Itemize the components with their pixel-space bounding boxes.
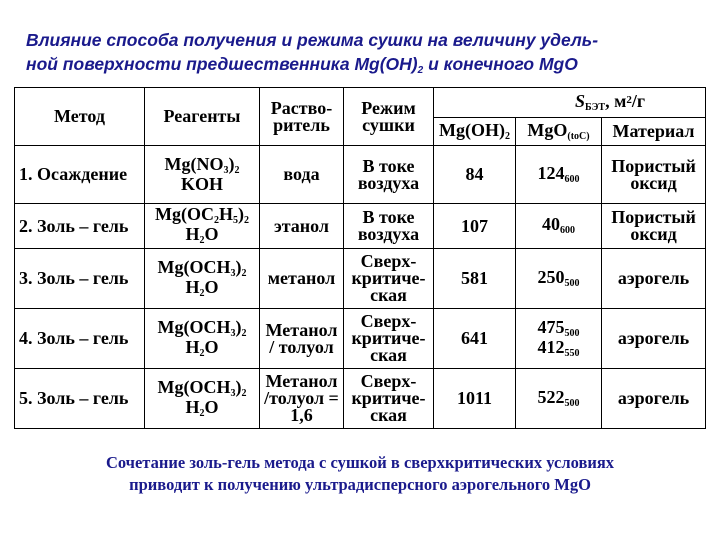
cell-mgoh2: 641	[434, 309, 516, 369]
table-row	[15, 204, 706, 249]
header-mode: Режим сушки	[344, 88, 434, 146]
cell-mode: Сверх-критиче-ская	[344, 309, 434, 369]
slide-title	[26, 28, 706, 80]
cell-mgoh2: 1011	[434, 369, 516, 429]
cell-mode: В токе воздуха	[344, 204, 434, 249]
cell-reagents: $Mg(OCH_3)_2$ $H_2O$	[145, 249, 260, 309]
header-method: Метод	[15, 88, 145, 146]
header-mgoh2: $Mg(OH)_2$	[434, 118, 516, 146]
cell-reagents: $Mg(OCH_3)_2$ $H_2O$	[145, 369, 260, 429]
cell-mgo: $40_{600}$	[516, 204, 602, 249]
cell-solvent: метанол	[260, 249, 344, 309]
table-row	[15, 309, 706, 369]
cell-mode: Сверх-критиче-ская	[344, 249, 434, 309]
cell-mgo: $475_{500}$ $412_{550}$	[516, 309, 602, 369]
cell-solvent: этанол	[260, 204, 344, 249]
conclusion-text	[20, 452, 700, 496]
table-row	[15, 146, 706, 204]
cell-material: аэрогель	[602, 309, 706, 369]
table-row	[15, 369, 706, 429]
header-mgo: MgO$_{(toC)}$	[516, 118, 602, 146]
header-reagents: Реагенты	[145, 88, 260, 146]
title-line-2: ной поверхности предшественника $Mg(OH)_2$ и конечного MgO	[26, 54, 578, 76]
cell-mgo: $522_{500}$	[516, 369, 602, 429]
conclusion-line-1: Сочетание золь-гель метода с сушкой в сверхкритических условиях	[105, 453, 615, 472]
cell-mode: В токе воздуха	[344, 146, 434, 204]
cell-mode: Сверх-критиче-ская	[344, 369, 434, 429]
surface-area-table	[14, 87, 706, 429]
cell-method: 5. Золь – гель	[15, 369, 145, 429]
cell-mgoh2: 84	[434, 146, 516, 204]
cell-reagents: $Mg(NO_3)_2$ KOH	[145, 146, 260, 204]
cell-material: аэрогель	[602, 249, 706, 309]
header-material: Материал	[602, 118, 706, 146]
cell-mgo: $124_{600}$	[516, 146, 602, 204]
header-solvent: Раство-ритель	[260, 88, 344, 146]
cell-method: 4. Золь – гель	[15, 309, 145, 369]
cell-reagents: $Mg(OCH_3)_2$ $H_2O$	[145, 309, 260, 369]
cell-solvent: Метанол / толуол	[260, 309, 344, 369]
table-row	[15, 249, 706, 309]
header-surface-area: $S_{БЭТ}$, $м^2/г$	[434, 88, 706, 118]
conclusion-line-2: приводит к получению ультрадисперсного аэрогельного MgO	[129, 475, 591, 494]
header-row-1	[15, 88, 706, 118]
cell-solvent: вода	[260, 146, 344, 204]
cell-material: аэрогель	[602, 369, 706, 429]
cell-material: Пористый оксид	[602, 146, 706, 204]
cell-method: 3. Золь – гель	[15, 249, 145, 309]
cell-method: 2. Золь – гель	[15, 204, 145, 249]
title-line-1: Влияние способа получения и режима сушки на величину удель-	[26, 30, 599, 50]
cell-solvent: Метанол /толуол = 1,6	[260, 369, 344, 429]
cell-mgoh2: 581	[434, 249, 516, 309]
cell-mgo: $250_{500}$	[516, 249, 602, 309]
cell-mgoh2: 107	[434, 204, 516, 249]
cell-reagents: $Mg(OC_2H_5)_2$ $H_2O$	[145, 204, 260, 249]
cell-method: 1. Осаждение	[15, 146, 145, 204]
cell-material: Пористый оксид	[602, 204, 706, 249]
